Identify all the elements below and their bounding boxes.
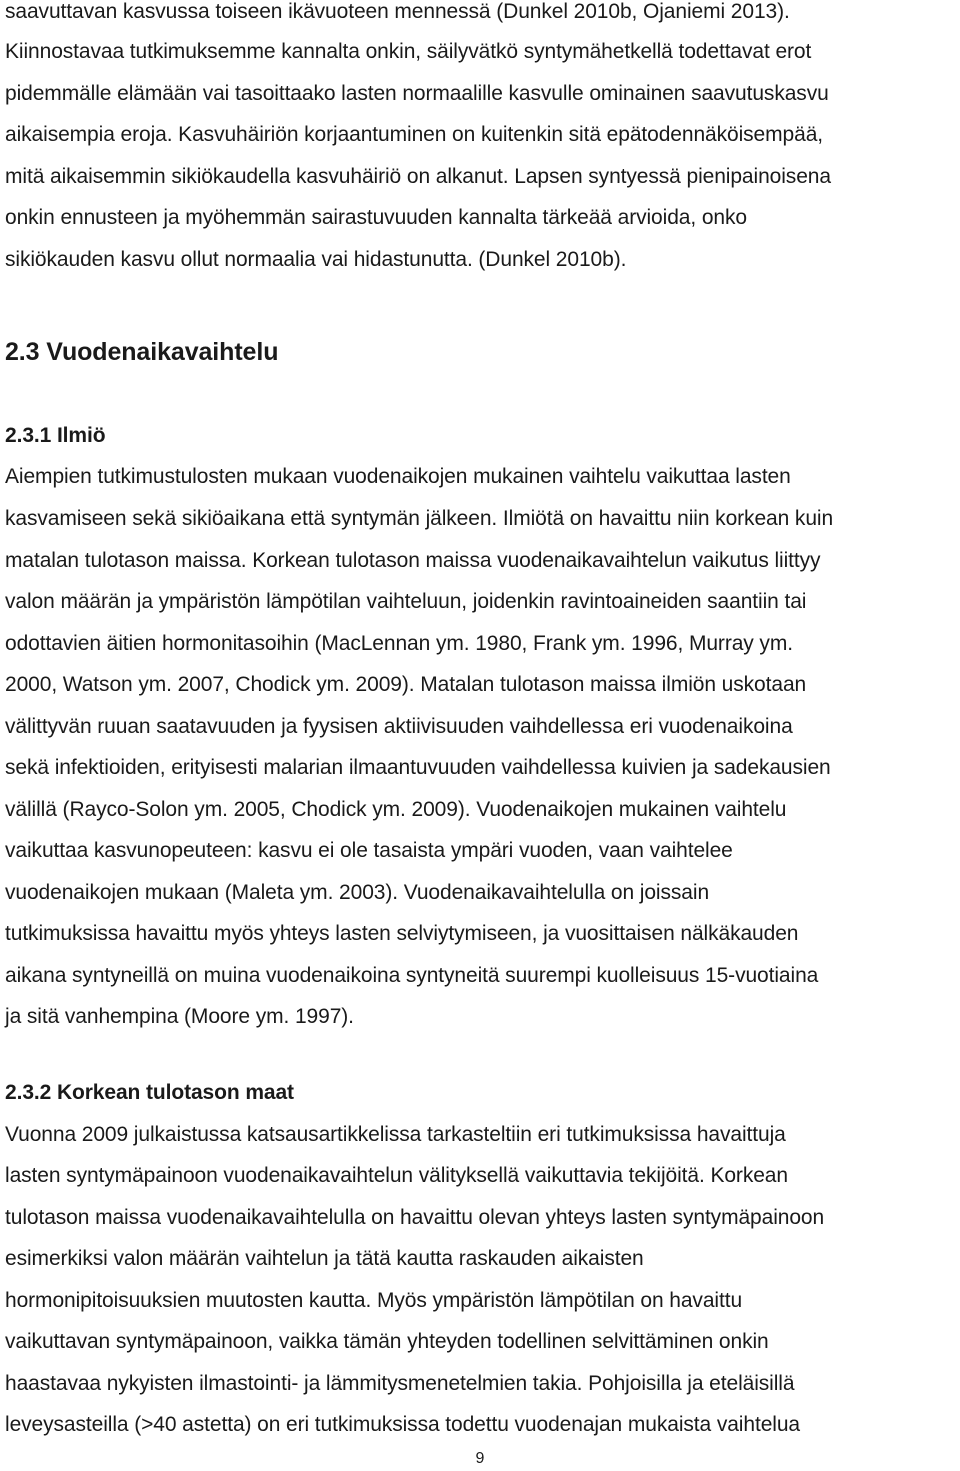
paragraph-line: Vuonna 2009 julkaistussa katsausartikkelissa tarkasteltiin eri tutkimuksissa havaittuja xyxy=(5,1123,786,1146)
paragraph-line: aikaisempia eroja. Kasvuhäiriön korjaantuminen on kuitenkin sitä epätodennäköisempää, xyxy=(5,123,824,146)
paragraph-line: lasten syntymäpainoon vuodenaikavaihtelun välityksellä vaikuttavia tekijöitä. Korkean xyxy=(5,1164,788,1187)
paragraph-line: vaikuttavan syntymäpainoon, vaikka tämän yhteyden todellinen selvittäminen onkin xyxy=(5,1330,769,1353)
paragraph-line: saavuttavan kasvussa toiseen ikävuoteen mennessä (Dunkel 2010b, Ojaniemi 2013). xyxy=(5,0,790,23)
section-heading: 2.3 Vuodenaikavaihtelu xyxy=(5,338,279,366)
paragraph-line: välittyvän ruuan saatavuuden ja fyysisen aktiivisuuden vaihdellessa eri vuodenaikoina xyxy=(5,715,793,738)
paragraph-line: sekä infektioiden, erityisesti malarian ilmaantuvuuden vaihdellessa kuivien ja sadekausien xyxy=(5,756,831,779)
paragraph-line: mitä aikaisemmin sikiökaudella kasvuhäiriö on alkanut. Lapsen syntyessä pienipainoisena xyxy=(5,165,831,188)
paragraph-line: 2000, Watson ym. 2007, Chodick ym. 2009). Matalan tulotason maissa ilmiön uskotaan xyxy=(5,673,807,696)
paragraph-line: esimerkiksi valon määrän vaihtelun ja tätä kautta raskauden aikaisten xyxy=(5,1247,644,1270)
paragraph-line: välillä (Rayco-Solon ym. 2005, Chodick ym. 2009). Vuodenaikojen mukainen vaihtelu xyxy=(5,798,787,821)
paragraph-line: haastavaa nykyisten ilmastointi- ja lämmitysmenetelmien takia. Pohjoisilla ja eteläisillä xyxy=(5,1372,795,1395)
paragraph-line: vaikuttaa kasvunopeuteen: kasvu ei ole tasaista ympäri vuoden, vaan vaihtelee xyxy=(5,839,733,862)
paragraph-line: odottavien äitien hormonitasoihin (MacLennan ym. 1980, Frank ym. 1996, Murray ym. xyxy=(5,632,793,655)
paragraph-line: matalan tulotason maissa. Korkean tulotason maissa vuodenaikavaihtelun vaikutus liittyy xyxy=(5,549,821,572)
paragraph-line: vuodenaikojen mukaan (Maleta ym. 2003). Vuodenaikavaihtelulla on joissain xyxy=(5,881,710,904)
paragraph-line: kasvamiseen sekä sikiöaikana että syntymän jälkeen. Ilmiötä on havaittu niin korkean kuin xyxy=(5,507,834,530)
paragraph-line: tutkimuksissa havaittu myös yhteys lasten selviytymiseen, ja vuosittaisen nälkäkauden xyxy=(5,922,799,945)
paragraph-line: aikana syntyneillä on muina vuodenaikoina syntyneitä suurempi kuolleisuus 15-vuotiaina xyxy=(5,964,819,987)
paragraph-line: pidemmälle elämään vai tasoittaako lasten normaalille kasvulle ominainen saavutuskasvu xyxy=(5,82,829,105)
paragraph-line: tulotason maissa vuodenaikavaihtelulla on havaittu olevan yhteys lasten syntymäpainoon xyxy=(5,1206,825,1229)
page-number: 9 xyxy=(475,1450,485,1467)
paragraph-line: ja sitä vanhempina (Moore ym. 1997). xyxy=(5,1005,354,1028)
subsection-heading: 2.3.1 Ilmiö xyxy=(5,424,106,447)
paragraph-line: sikiökauden kasvu ollut normaalia vai hidastunutta. (Dunkel 2010b). xyxy=(5,248,627,271)
paragraph-line: Kiinnostavaa tutkimuksemme kannalta onkin, säilyvätkö syntymähetkellä todettavat erot xyxy=(5,40,812,63)
paragraph-line: onkin ennusteen ja myöhemmän sairastuvuuden kannalta tärkeää arvioida, onko xyxy=(5,206,747,229)
paragraph-line: Aiempien tutkimustulosten mukaan vuodenaikojen mukainen vaihtelu vaikuttaa lasten xyxy=(5,465,791,488)
paragraph-line: hormonipitoisuuksien muutosten kautta. Myös ympäristön lämpötilan on havaittu xyxy=(5,1289,743,1312)
subsection-heading: 2.3.2 Korkean tulotason maat xyxy=(5,1081,294,1104)
paragraph-line: leveysasteilla (>40 astetta) on eri tutkimuksissa todettu vuodenajan mukaista vaihtelua xyxy=(5,1413,800,1436)
paragraph-line: valon määrän ja ympäristön lämpötilan vaihteluun, joidenkin ravintoaineiden saantiin tai xyxy=(5,590,807,613)
